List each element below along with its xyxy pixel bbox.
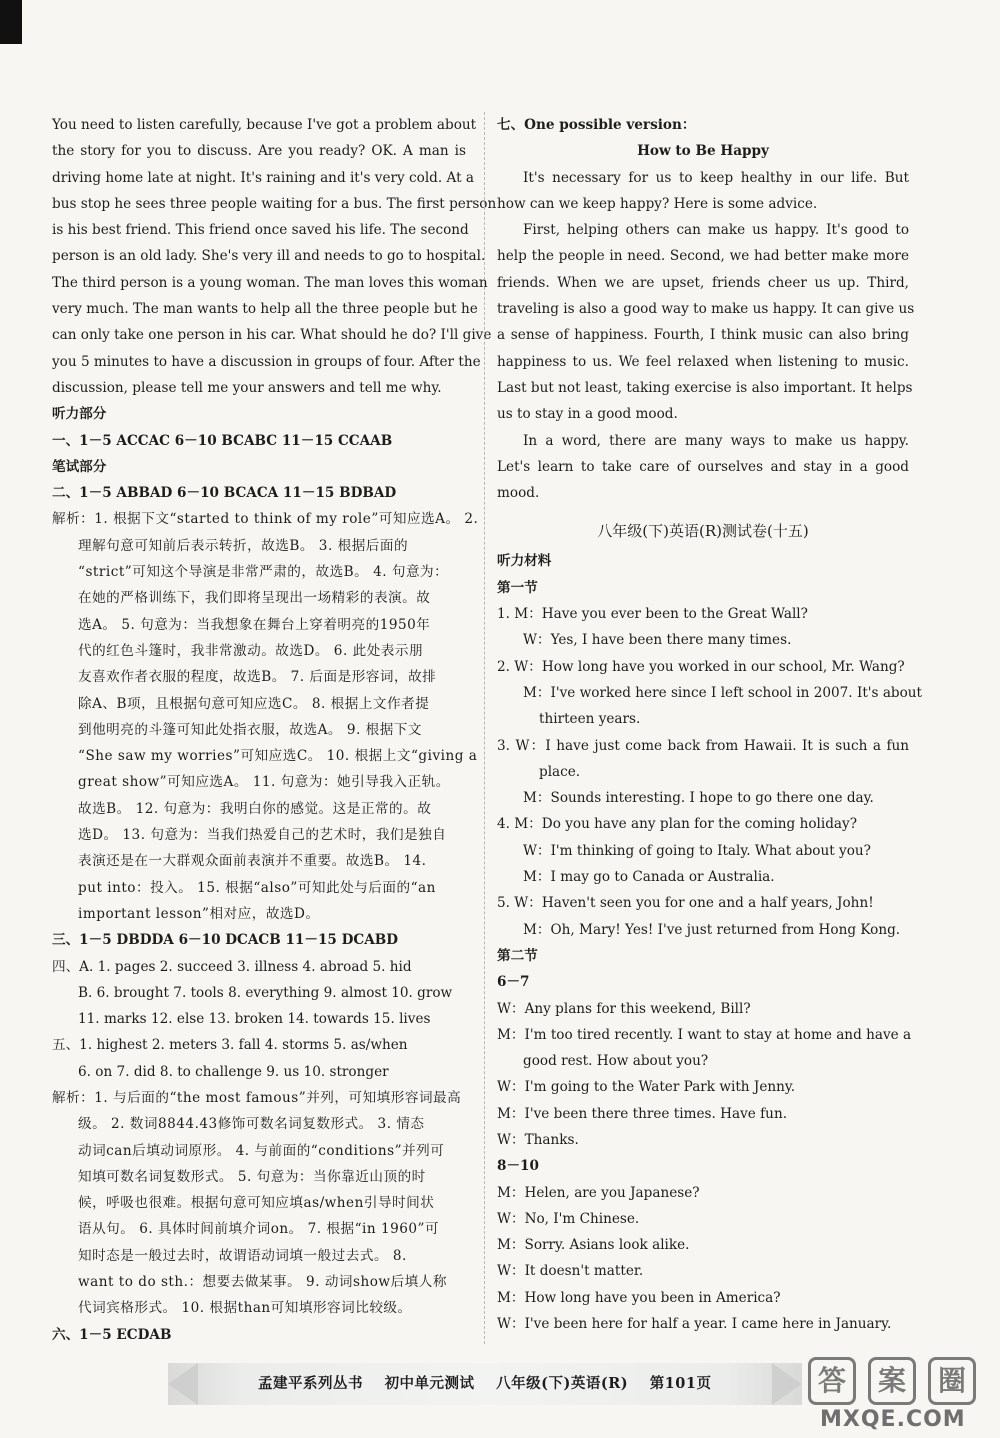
dialogue-line: M：I've worked here since I left school in 2007. It's about: [523, 684, 923, 701]
passage-line: driving home late at night. It's raining and it's very cold. At a: [52, 169, 474, 186]
passage-line: discussion, please tell me your answers and tell me why.: [52, 379, 442, 396]
dialogue-line: W：I'm going to the Water Park with Jenny.: [497, 1079, 796, 1096]
explanation-line: 到他明亮的斗篷可知此处指衣服，故选A。 9. 根据下文: [78, 721, 422, 738]
explanation-line: 解析：1. 与后面的“the most famous”并列，可知填形容词最高: [52, 1089, 462, 1106]
essay-line: a sense of happiness. Fourth, I think music can also bring: [497, 327, 909, 344]
explanation-line: 代的红色斗篷时，我非常激动。故选D。 6. 此处表示朋: [78, 642, 424, 659]
explanation-line: 在她的严格训练下，我们即将呈现出一场精彩的表演。故: [78, 590, 431, 607]
dialogue-line: M：Helen, are you Japanese?: [497, 1184, 700, 1201]
footer-book: 初中单元测试: [384, 1375, 475, 1392]
dialogue-line: W：I've been here for half a year. I came here in January.: [497, 1316, 892, 1333]
essay-line: It's necessary for us to keep healthy in our life. But: [523, 169, 909, 186]
dialogue-line: M：I may go to Canada or Australia.: [523, 869, 775, 886]
dialogue-line: W：Yes, I have been there many times.: [523, 632, 792, 649]
section4-line: 四、A. 1. pages 2. succeed 3. illness 4. abroad 5. hid: [52, 958, 412, 975]
explanation-line: 级。 2. 数词8844.43修饰可数名词复数形式。 3. 情态: [78, 1116, 425, 1133]
watermark-char: 答: [808, 1357, 856, 1405]
dialogue-line: M：I've been there three times. Have fun.: [497, 1105, 788, 1122]
dialogue-line: M：I'm too tired recently. I want to stay at home and have a: [497, 1026, 912, 1043]
explanation-line: important lesson”相对应，故选D。: [78, 905, 320, 922]
part1-heading: 第一节: [497, 579, 538, 596]
explanation-line: 理解句意可知前后表示转折，故选B。 3. 根据后面的: [78, 537, 409, 554]
dialogue-line: 3. W：I have just come back from Hawaii. It is such a fun: [497, 737, 909, 754]
dialogue-line: 1. M：Have you ever been to the Great Wall?: [497, 606, 808, 623]
test-title: 八年级(下)英语(R)测试卷(十五): [597, 522, 809, 541]
dialogue-line: W：No, I'm Chinese.: [497, 1210, 640, 1227]
explanation-line: 选D。 13. 句意为：当我们热爱自己的艺术时，我们是独自: [78, 827, 447, 844]
listening-answers: 一、1－5 ACCAC 6－10 BCABC 11－15 CCAAB: [52, 432, 393, 449]
dialogue-line: place.: [539, 763, 581, 780]
explanation-line: “She saw my worries”可知应选C。 10. 根据上文“giving a: [78, 748, 478, 765]
essay-line: First, helping others can make us happy. It's good to: [523, 222, 909, 239]
corner-scan-mark: [0, 0, 22, 44]
passage-line: The third person is a young woman. The man loves this woman: [52, 274, 488, 291]
listening-heading: 听力部分: [52, 406, 107, 423]
group-label: 6－7: [497, 974, 530, 991]
section5-line: 6. on 7. did 8. to challenge 9. us 10. stronger: [78, 1063, 389, 1080]
essay-line: traveling is also a good way to make us happy. It can give us: [497, 301, 915, 318]
section6-answers: 六、1－5 ECDAB: [52, 1326, 172, 1343]
dialogue-line: W：Thanks.: [497, 1131, 579, 1148]
essay-line: us to stay in a good mood.: [497, 406, 678, 423]
dialogue-line: 4. M：Do you have any plan for the coming holiday?: [497, 816, 857, 833]
explanation-line: 故选B。 12. 句意为：我明白你的感觉。这是正常的。故: [78, 800, 432, 817]
passage-line: you 5 minutes to have a discussion in groups of four. After the: [52, 353, 481, 370]
dialogue-line: M：How long have you been in America?: [497, 1289, 781, 1306]
page-footer: [258, 1372, 727, 1393]
essay-line: help the people in need. Second, we had better make more: [497, 248, 909, 265]
dialogue-line: W：It doesn't matter.: [497, 1263, 644, 1280]
explanation-line: “strict”可知这个导演是非常严肃的，故选B。 4. 句意为：: [78, 564, 449, 581]
column-divider: [484, 112, 485, 1344]
passage-line: very much. The man wants to help all the three people but he: [52, 301, 478, 318]
essay-line: Last but not least, taking exercise is also important. It helps: [497, 379, 913, 396]
part2-heading: 第二节: [497, 947, 538, 964]
dialogue-line: W：I'm thinking of going to Italy. What about you?: [523, 842, 871, 859]
passage-line: the story for you to discuss. Are you ready? OK. A man is: [52, 143, 466, 160]
passage-line: can only take one person in his car. What should he do? I'll give: [52, 327, 492, 344]
explanation-line: 语从句。 6. 具体时间前填介词on。 7. 根据“in 1960”可: [78, 1221, 440, 1238]
footer-page-number: 第101页: [649, 1375, 712, 1392]
dialogue-line: 5. W：Haven't seen you for one and a half years, John!: [497, 895, 874, 912]
essay-line: happiness to us. We feel relaxed when listening to music.: [497, 353, 909, 370]
essay-line: Let's learn to take care of ourselves and stay in a good: [497, 458, 909, 475]
watermark-logo: [808, 1357, 994, 1435]
explanation-line: 选A。 5. 句意为：当我想象在舞台上穿着明亮的1950年: [78, 616, 431, 633]
right-column: [497, 112, 923, 1337]
footer-right-arrow-icon: [772, 1363, 802, 1405]
explanation-line: 代词宾格形式。 10. 根据than可知填形容词比较级。: [78, 1300, 412, 1317]
section7-heading: 七、One possible version：: [497, 117, 696, 133]
essay-line: how can we keep happy? Here is some advice.: [497, 195, 818, 212]
writing-heading: 笔试部分: [52, 458, 107, 475]
section3-answers: 三、1－5 DBDDA 6－10 DCACB 11－15 DCABD: [52, 932, 399, 949]
watermark-char: 案: [868, 1357, 916, 1405]
passage-line: You need to listen carefully, because I've got a problem about: [52, 117, 477, 133]
left-column: [52, 112, 497, 1348]
explanation-line: 知时态是一般过去时，故谓语动词填一般过去式。 8.: [78, 1247, 407, 1264]
dialogue-line: M：Oh, Mary! Yes! I've just returned from Hong Kong.: [523, 921, 901, 938]
section5-line: 五、1. highest 2. meters 3. fall 4. storms 5. as/when: [52, 1037, 408, 1054]
dialogue-line: M：Sorry. Asians look alike.: [497, 1237, 690, 1254]
passage-line: is his best friend. This friend once saved his life. The second: [52, 222, 469, 239]
dialogue-line: W：Any plans for this weekend, Bill?: [497, 1000, 751, 1017]
watermark-url: MXQE.COM: [820, 1407, 966, 1432]
essay-line: friends. When we are upset, friends cheer us up. Third,: [497, 274, 909, 291]
section2-answers: 二、1－5 ABBAD 6－10 BCACA 11－15 BDBAD: [52, 485, 397, 502]
dialogue-line: good rest. How about you?: [523, 1053, 709, 1070]
explanation-line: 除A、B项，且根据句意可知应选C。 8. 根据上文作者提: [78, 695, 430, 712]
passage-line: bus stop he sees three people waiting for a bus. The first person: [52, 195, 497, 212]
materials-heading: 听力材料: [497, 553, 552, 570]
dialogue-line: thirteen years.: [539, 711, 641, 728]
explanation-line: 解析：1. 根据下文“started to think of my role”可知应选A。 2.: [52, 511, 479, 528]
footer-series: 孟建平系列丛书: [258, 1375, 363, 1392]
section4-line: 11. marks 12. else 13. broken 14. towards 15. lives: [78, 1011, 431, 1028]
explanation-line: 候，呼吸也很难。根据句意可知应填as/when引导时间状: [78, 1195, 435, 1212]
group-label: 8－10: [497, 1158, 539, 1175]
passage-line: person is an old lady. She's very ill and needs to go to hospital.: [52, 248, 486, 265]
essay-title: How to Be Happy: [637, 143, 769, 160]
explanation-line: want to do sth.：想要去做某事。 9. 动词show后填人称: [78, 1274, 447, 1291]
explanation-line: put into：投入。 15. 根据“also”可知此处与后面的“an: [78, 879, 436, 896]
watermark-char: 圈: [928, 1357, 976, 1405]
section4-line: B. 6. brought 7. tools 8. everything 9. almost 10. grow: [78, 984, 453, 1001]
essay-line: In a word, there are many ways to make us happy.: [523, 432, 909, 449]
explanation-line: great show”可知应选A。 11. 句意为：她引导我入正轨。: [78, 774, 450, 791]
explanation-line: 知填可数名词复数形式。 5. 句意为：当你靠近山顶的时: [78, 1168, 426, 1185]
explanation-line: 友喜欢作者衣服的程度，故选B。 7. 后面是形容词，故排: [78, 669, 437, 686]
explanation-line: 表演还是在一大群观众面前表演并不重要。故选B。 14.: [78, 853, 427, 870]
essay-line: mood.: [497, 485, 540, 502]
footer-left-arrow-icon: [168, 1363, 198, 1405]
explanation-line: 动词can后填动词原形。 4. 与前面的“conditions”并列可: [78, 1142, 445, 1159]
dialogue-line: M：Sounds interesting. I hope to go there one day.: [523, 790, 874, 807]
footer-grade: 八年级(下)英语(R): [496, 1375, 629, 1392]
dialogue-line: 2. W：How long have you worked in our school, Mr. Wang?: [497, 658, 905, 675]
